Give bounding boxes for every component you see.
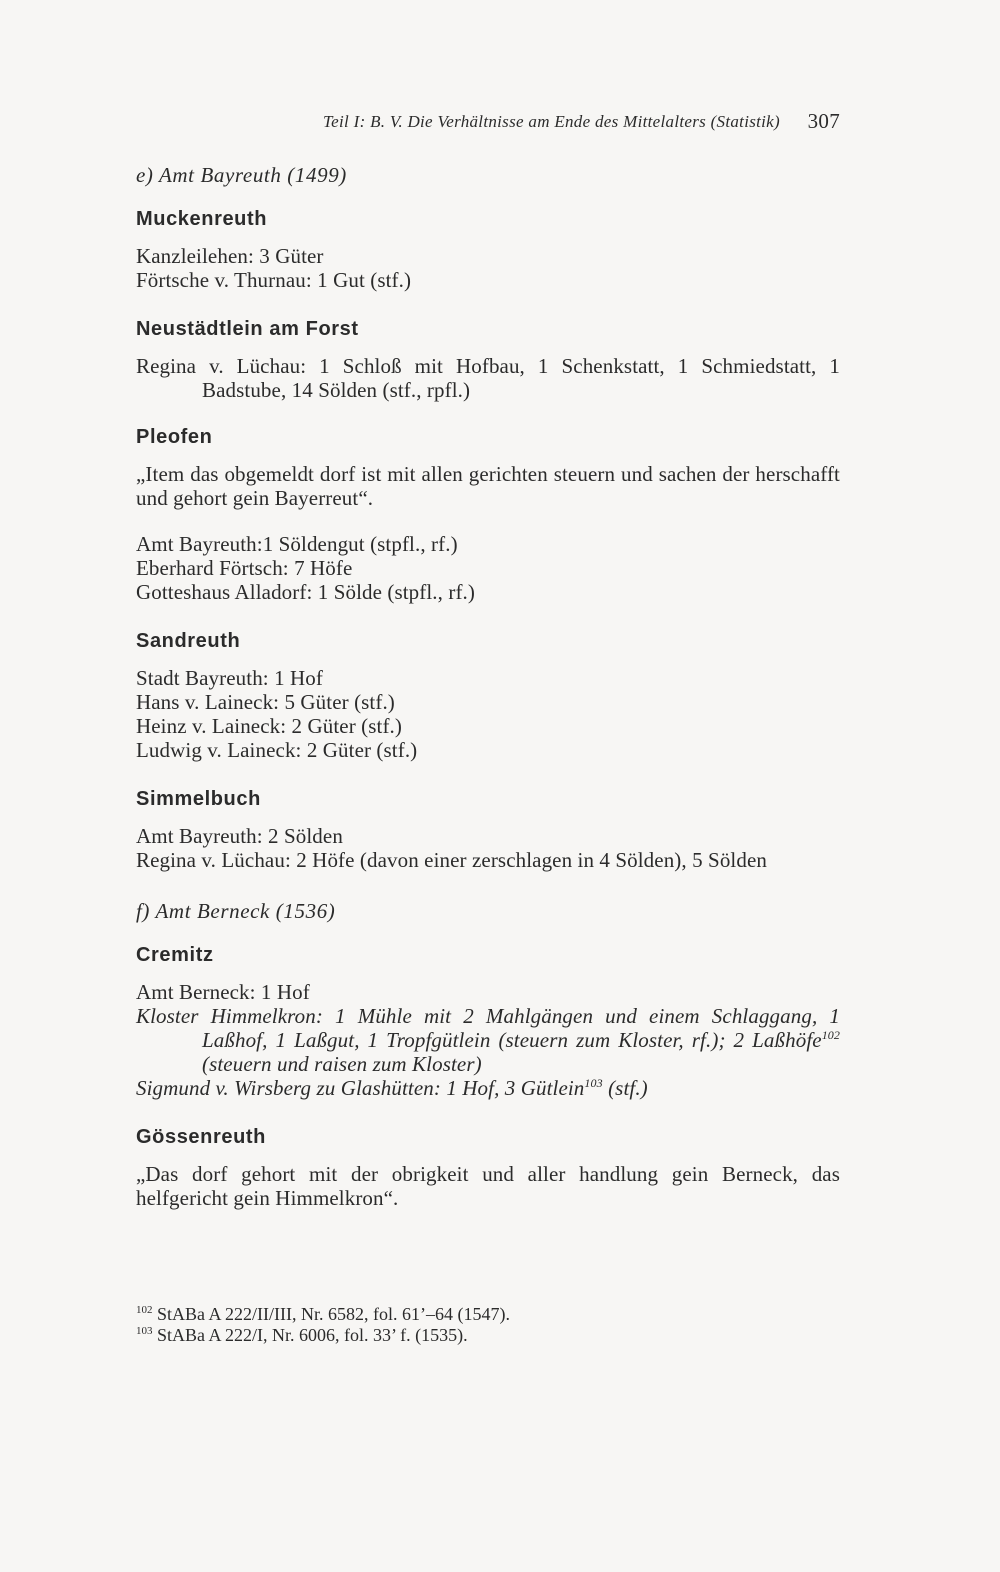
place-heading-simmelbuch: Simmelbuch bbox=[136, 788, 261, 810]
entry-line: Eberhard Förtsch: 7 Höfe bbox=[136, 556, 353, 580]
section-heading-e: e) Amt Bayreuth (1499) bbox=[136, 163, 347, 187]
entry-text: (stf.) bbox=[602, 1076, 648, 1100]
quote-goessenreuth: „Das dorf gehort mit der obrigkeit und aller handlung gein Berneck, das helfgericht gein Himmelkron“. bbox=[136, 1162, 840, 1210]
footnote-103 bbox=[136, 1325, 840, 1346]
footnote-ref-102[interactable]: 102 bbox=[821, 1028, 840, 1042]
place-heading-muckenreuth: Muckenreuth bbox=[136, 208, 268, 230]
entry-line: Stadt Bayreuth: 1 Hof bbox=[136, 666, 323, 690]
page-number: 307 bbox=[807, 109, 840, 133]
entry-line: Amt Bayreuth:1 Söldengut (stpfl., rf.) bbox=[136, 532, 458, 556]
quote-pleofen: „Item das obgemeldt dorf ist mit allen gerichten steuern und sachen der herschafft und gehort gein Bayerreut“. bbox=[136, 462, 840, 510]
footnote-text: StABa A 222/I, Nr. 6006, fol. 33’ f. (1535). bbox=[157, 1325, 468, 1345]
entry-text: Sigmund v. Wirsberg zu Glashütten: 1 Hof, 3 Gütlein bbox=[136, 1076, 585, 1100]
page-body bbox=[136, 106, 840, 1210]
entry-line: Heinz v. Laineck: 2 Güter (stf.) bbox=[136, 714, 402, 738]
entry-kloster-himmelkron bbox=[136, 1004, 840, 1076]
entry-line: Amt Berneck: 1 Hof bbox=[136, 980, 310, 1004]
entries-muckenreuth bbox=[136, 244, 840, 292]
running-head-title: Teil I: B. V. Die Verhältnisse am Ende des Mittelalters (Statistik) bbox=[322, 112, 780, 131]
entry-text: Kloster Himmelkron: 1 Mühle mit 2 Mahlgängen und einem Schlaggang, 1 Laßhof, 1 Laßgut, 1 Tropfgütlein (steuern zum Kloster, rf.); 2 Laßhöfe bbox=[136, 1004, 840, 1052]
entry-line: Förtsche v. Thurnau: 1 Gut (stf.) bbox=[136, 268, 412, 292]
entry-line: Kanzleilehen: 3 Güter bbox=[136, 244, 324, 268]
entry-neustaedtlein: Regina v. Lüchau: 1 Schloß mit Hofbau, 1 Schenkstatt, 1 Schmiedstatt, 1 Badstube, 14 Sölden (stf., rpfl.) bbox=[136, 354, 840, 402]
entries-simmelbuch bbox=[136, 824, 840, 872]
entry-line: Amt Bayreuth: 2 Sölden bbox=[136, 824, 343, 848]
entry-sigmund-wirsberg bbox=[136, 1076, 840, 1100]
running-head bbox=[136, 106, 840, 140]
place-heading-pleofen: Pleofen bbox=[136, 426, 213, 448]
entry-line: Regina v. Lüchau: 2 Höfe (davon einer zerschlagen in 4 Sölden), 5 Sölden bbox=[136, 848, 767, 872]
footnote-text: StABa A 222/II/III, Nr. 6582, fol. 61’–64 (1547). bbox=[157, 1304, 510, 1324]
entry-line: Ludwig v. Laineck: 2 Güter (stf.) bbox=[136, 738, 418, 762]
entries-cremitz bbox=[136, 980, 840, 1100]
footnote-number: 102 bbox=[136, 1304, 153, 1316]
entries-pleofen bbox=[136, 532, 840, 604]
entry-text: (steuern und raisen zum Kloster) bbox=[202, 1052, 482, 1076]
footnote-ref-103[interactable]: 103 bbox=[584, 1076, 603, 1090]
place-heading-goessenreuth: Gössenreuth bbox=[136, 1126, 266, 1148]
place-heading-cremitz: Cremitz bbox=[136, 944, 214, 966]
footnotes bbox=[136, 1304, 840, 1346]
place-heading-sandreuth: Sandreuth bbox=[136, 630, 241, 652]
footnote-102 bbox=[136, 1304, 840, 1325]
entry-line: Hans v. Laineck: 5 Güter (stf.) bbox=[136, 690, 395, 714]
place-heading-neustaedtlein: Neustädtlein am Forst bbox=[136, 318, 359, 340]
entries-sandreuth bbox=[136, 666, 840, 762]
section-heading-f: f) Amt Berneck (1536) bbox=[136, 899, 336, 923]
footnote-number: 103 bbox=[136, 1325, 153, 1337]
entry-line: Gotteshaus Alladorf: 1 Sölde (stpfl., rf.) bbox=[136, 580, 475, 604]
